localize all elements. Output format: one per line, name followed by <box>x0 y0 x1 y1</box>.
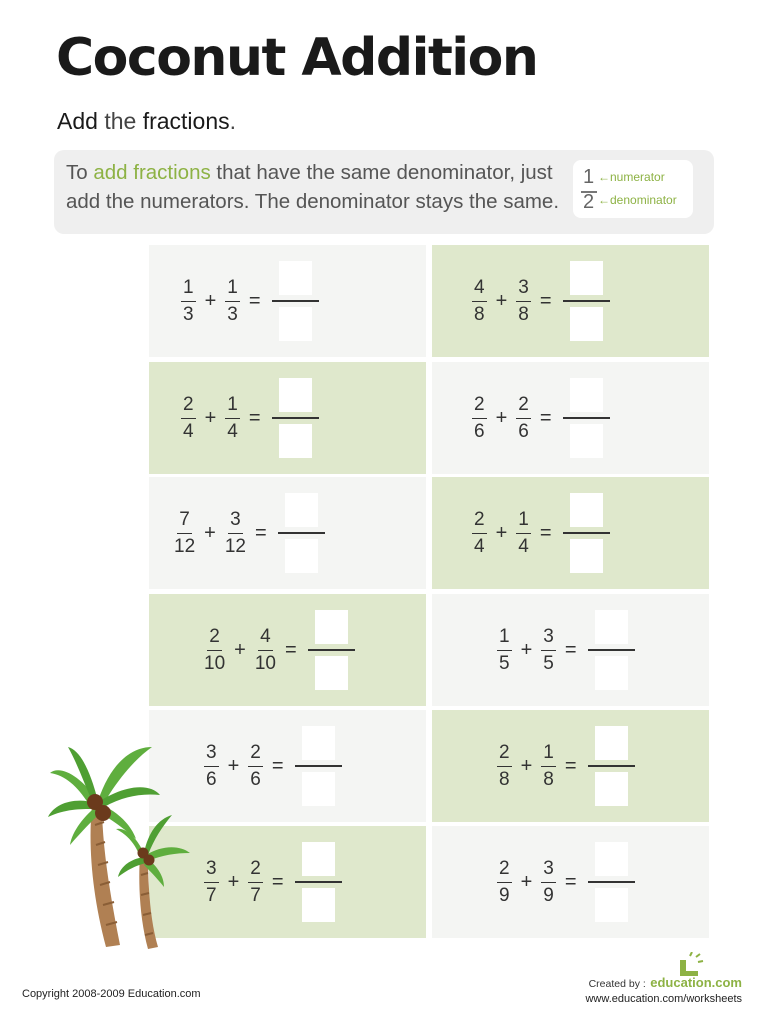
fraction-equation <box>497 842 635 922</box>
answer-denominator-box[interactable] <box>595 656 628 690</box>
problem-cell <box>149 594 426 706</box>
info-highlight: add fractions <box>93 161 211 184</box>
denominator: 8 <box>474 303 485 325</box>
instruction-noun: fractions <box>142 108 230 134</box>
addend-fraction <box>497 858 512 907</box>
fraction-equation <box>472 493 610 573</box>
equals-sign: = <box>564 754 577 777</box>
denominator: 6 <box>206 768 217 790</box>
equals-sign: = <box>564 870 577 893</box>
instruction-verb: Add <box>57 108 98 134</box>
numerator: 2 <box>516 394 531 419</box>
numerator: 1 <box>516 509 531 534</box>
plus-sign: + <box>234 638 246 661</box>
addend-fraction <box>255 626 276 675</box>
brand-name: education.com <box>650 975 742 990</box>
addend-fraction <box>204 626 225 675</box>
plus-sign: + <box>204 406 217 429</box>
plus-sign: + <box>227 754 240 777</box>
addend-fraction <box>248 742 263 791</box>
addend-fraction <box>516 509 531 558</box>
answer-fraction <box>295 842 342 922</box>
fraction-equation <box>497 610 635 690</box>
numerator: 2 <box>497 858 512 883</box>
addend-fraction <box>541 742 556 791</box>
addend-fraction <box>204 858 219 907</box>
answer-denominator-box[interactable] <box>570 307 603 341</box>
instructions <box>57 108 236 135</box>
answer-fraction <box>563 261 610 341</box>
equals-sign: = <box>284 638 297 661</box>
equals-sign: = <box>564 638 577 661</box>
problem-cell <box>432 826 709 938</box>
equals-sign: = <box>248 289 261 312</box>
answer-denominator-box[interactable] <box>570 539 603 573</box>
answer-fraction <box>563 493 610 573</box>
legend-numerator-label: ←numerator <box>598 170 665 184</box>
answer-fraction-bar <box>278 532 325 534</box>
answer-fraction-bar <box>308 649 355 651</box>
fraction-legend <box>573 160 693 218</box>
answer-numerator-box[interactable] <box>279 378 312 412</box>
fraction-equation <box>204 610 355 690</box>
fraction-equation <box>472 378 610 458</box>
numerator: 3 <box>541 626 556 651</box>
numerator: 7 <box>177 509 192 534</box>
plus-sign: + <box>204 521 216 544</box>
plus-sign: + <box>520 870 533 893</box>
answer-numerator-box[interactable] <box>570 378 603 412</box>
instruction-article: the <box>104 108 137 134</box>
numerator: 3 <box>228 509 243 534</box>
problem-cell <box>432 477 709 589</box>
fraction-equation <box>181 261 319 341</box>
instruction-period: . <box>229 108 237 134</box>
problem-cell <box>432 362 709 474</box>
info-text <box>66 158 566 216</box>
plus-sign: + <box>495 406 508 429</box>
problem-cell <box>432 710 709 822</box>
worksheets-url[interactable]: www.education.com/worksheets <box>585 993 742 1005</box>
denominator: 5 <box>499 652 510 674</box>
denominator: 3 <box>183 303 194 325</box>
addend-fraction <box>225 277 240 326</box>
answer-denominator-box[interactable] <box>570 424 603 458</box>
numerator: 4 <box>258 626 273 651</box>
equals-sign: = <box>271 754 284 777</box>
answer-fraction <box>295 726 342 806</box>
addend-fraction <box>181 277 196 326</box>
numerator: 4 <box>472 277 487 302</box>
denominator: 4 <box>227 420 238 442</box>
answer-fraction <box>588 726 635 806</box>
fraction-equation <box>174 493 325 573</box>
answer-fraction <box>588 610 635 690</box>
answer-denominator-box[interactable] <box>285 539 318 573</box>
plus-sign: + <box>495 521 508 544</box>
answer-fraction-bar <box>272 417 319 419</box>
denominator: 5 <box>543 652 554 674</box>
answer-denominator-box[interactable] <box>279 424 312 458</box>
addend-fraction <box>541 626 556 675</box>
denominator: 8 <box>518 303 529 325</box>
plus-sign: + <box>204 289 217 312</box>
answer-numerator-box[interactable] <box>570 493 603 527</box>
denominator: 7 <box>206 884 217 906</box>
addend-fraction <box>472 277 487 326</box>
answer-denominator-box[interactable] <box>315 656 348 690</box>
addend-fraction <box>225 509 246 558</box>
addend-fraction <box>248 858 263 907</box>
denominator: 6 <box>518 420 529 442</box>
answer-numerator-box[interactable] <box>315 610 348 644</box>
answer-fraction-bar <box>588 881 635 883</box>
denominator: 8 <box>543 768 554 790</box>
answer-fraction-bar <box>588 765 635 767</box>
denominator: 4 <box>183 420 194 442</box>
plus-sign: + <box>495 289 508 312</box>
plus-sign: + <box>520 754 533 777</box>
answer-numerator-box[interactable] <box>302 842 335 876</box>
problem-cell <box>432 245 709 357</box>
numerator: 1 <box>225 394 240 419</box>
answer-fraction <box>563 378 610 458</box>
addend-fraction <box>181 394 196 443</box>
equals-sign: = <box>539 521 552 544</box>
problem-grid <box>149 245 711 940</box>
answer-fraction <box>588 842 635 922</box>
problem-cell <box>149 477 426 589</box>
numerator: 1 <box>541 742 556 767</box>
answer-fraction-bar <box>272 300 319 302</box>
problem-cell <box>432 594 709 706</box>
info-text-pre: To <box>66 161 94 184</box>
fraction-equation <box>181 378 319 458</box>
answer-fraction <box>278 493 325 573</box>
denominator: 10 <box>204 652 226 674</box>
answer-denominator-box[interactable] <box>595 772 628 806</box>
equals-sign: = <box>271 870 284 893</box>
answer-fraction <box>272 261 319 341</box>
answer-denominator-box[interactable] <box>595 888 628 922</box>
answer-numerator-box[interactable] <box>279 261 312 295</box>
numerator: 2 <box>207 626 222 651</box>
answer-fraction <box>308 610 355 690</box>
denominator: 7 <box>250 884 261 906</box>
addend-fraction <box>225 394 240 443</box>
answer-denominator-box[interactable] <box>302 888 335 922</box>
info-box <box>54 150 714 234</box>
denominator: 3 <box>227 303 238 325</box>
addend-fraction <box>472 509 487 558</box>
addend-fraction <box>472 394 487 443</box>
denominator: 9 <box>543 884 554 906</box>
info-text-post: that have the same denominator, just add the numerators. The denominator stays the same. <box>66 161 560 213</box>
answer-fraction-bar <box>295 765 342 767</box>
answer-numerator-box[interactable] <box>595 842 628 876</box>
answer-numerator-box[interactable] <box>285 493 318 527</box>
fraction-equation <box>472 261 610 341</box>
created-by-label: Created by : <box>588 978 646 990</box>
answer-numerator-box[interactable] <box>595 726 628 760</box>
numerator: 1 <box>497 626 512 651</box>
plus-sign: + <box>227 870 240 893</box>
denominator: 9 <box>499 884 510 906</box>
fraction-equation <box>497 726 635 806</box>
answer-numerator-box[interactable] <box>570 261 603 295</box>
answer-fraction-bar <box>295 881 342 883</box>
numerator: 1 <box>181 277 196 302</box>
answer-denominator-box[interactable] <box>279 307 312 341</box>
denominator: 6 <box>250 768 261 790</box>
addend-fraction <box>204 742 219 791</box>
page-title: Coconut Addition <box>56 28 538 88</box>
numerator: 2 <box>181 394 196 419</box>
numerator: 3 <box>516 277 531 302</box>
equals-sign: = <box>254 521 267 544</box>
addend-fraction <box>174 509 195 558</box>
addend-fraction <box>516 277 531 326</box>
equals-sign: = <box>248 406 261 429</box>
answer-numerator-box[interactable] <box>302 726 335 760</box>
answer-denominator-box[interactable] <box>302 772 335 806</box>
problem-cell <box>149 245 426 357</box>
numerator: 2 <box>472 509 487 534</box>
numerator: 2 <box>472 394 487 419</box>
copyright-text: Copyright 2008-2009 Education.com <box>22 988 201 1000</box>
addend-fraction <box>516 394 531 443</box>
legend-denominator-label: ←denominator <box>598 193 677 207</box>
denominator: 8 <box>499 768 510 790</box>
legend-denominator-digit: 2 <box>583 191 595 213</box>
answer-fraction-bar <box>563 300 610 302</box>
numerator: 1 <box>225 277 240 302</box>
numerator: 2 <box>497 742 512 767</box>
denominator: 4 <box>474 535 485 557</box>
fraction-equation <box>204 842 342 922</box>
numerator: 2 <box>248 742 263 767</box>
numerator: 2 <box>248 858 263 883</box>
problem-cell <box>149 362 426 474</box>
addend-fraction <box>541 858 556 907</box>
denominator: 4 <box>518 535 529 557</box>
numerator: 3 <box>541 858 556 883</box>
answer-fraction-bar <box>563 417 610 419</box>
addend-fraction <box>497 626 512 675</box>
numerator: 3 <box>204 742 219 767</box>
answer-numerator-box[interactable] <box>595 610 628 644</box>
legend-numerator-digit: 1 <box>583 166 595 188</box>
footer-branding <box>585 974 742 1005</box>
answer-fraction <box>272 378 319 458</box>
addend-fraction <box>497 742 512 791</box>
numerator: 3 <box>204 858 219 883</box>
palm-tree-icon <box>40 735 200 955</box>
denominator: 10 <box>254 652 276 674</box>
answer-fraction-bar <box>588 649 635 651</box>
answer-fraction-bar <box>563 532 610 534</box>
fraction-equation <box>204 726 342 806</box>
equals-sign: = <box>539 289 552 312</box>
denominator: 12 <box>174 535 196 557</box>
plus-sign: + <box>520 638 533 661</box>
denominator: 6 <box>474 420 485 442</box>
denominator: 12 <box>224 535 246 557</box>
equals-sign: = <box>539 406 552 429</box>
